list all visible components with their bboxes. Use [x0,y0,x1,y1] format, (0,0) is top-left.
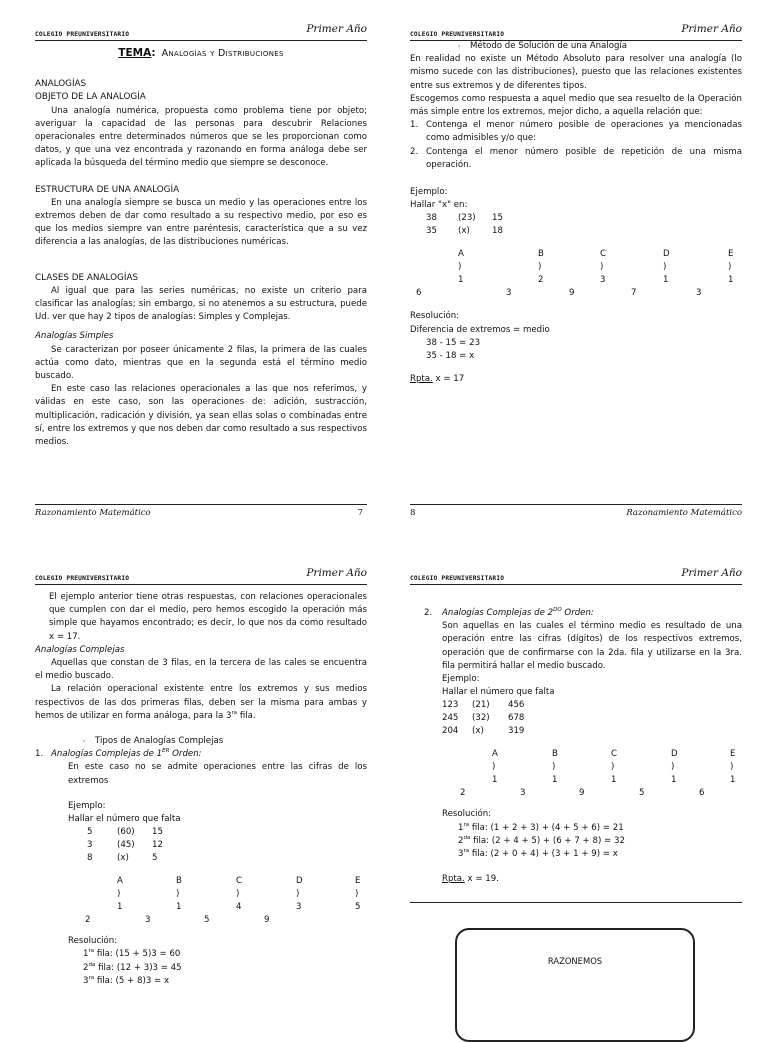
school-name: COLEGIO PREUNIVERSITARIO [410,31,505,38]
cell-value: 9 [569,288,575,299]
text-fragment: Contenga el menor número posible de operaciones ya mencionadas como admisibles y/o que: [426,120,742,144]
resolution-label: Resolución: [442,809,492,820]
text-fragment: 1. [410,120,419,131]
text-fragment: fila: (12 + 3)3 = 45 [95,962,182,973]
cell-value: 456 [508,700,525,711]
cell-value: 3 [696,288,702,299]
cell-value: 3 [600,275,606,286]
cell-value: ) [663,262,667,273]
cell-value: (45) [117,840,135,851]
analogy-row [410,712,742,725]
calc-line: 35 - 18 = x [426,351,475,362]
cell-value: 7 [631,288,637,299]
cell-value: 12 [152,840,163,851]
cell-value: 5 [87,827,93,838]
list-item [410,119,742,145]
cell-value: 4 [236,902,242,913]
heading-simples: Analogías Simples [35,331,114,342]
cell-value: ) [671,762,675,773]
cell-value: D [296,876,303,887]
text-fragment: fila: (15 + 5)3 = 60 [94,949,181,960]
cell-value: 3 [296,902,302,913]
text-fragment: La relación operacional existente entre los extremos y sus medios respectivos de las dos primeras filas, deben ser la misma para ambas y hemos de utilizar en forma análoga, para la 3 [35,684,367,721]
paragraph-objeto: Una analogía numérica, propuesta como problema tiene por objeto; averiguar la capacidad de las personas para descubrir Relaciones operacionales entre determinados números que se les proporcionan como datos, y que una vez encontrada y razonando en forma análoga debe ser aplicada la búsqueda del término medio que siempre se desconoce. [35,105,367,169]
text-fragment: Analogías Complejas de 2 [442,608,554,618]
text-fragment: x = 19. [467,874,499,885]
text-fragment: ra [463,848,470,855]
page-header [35,22,367,41]
text-fragment: fila: (2 + 4 + 5) + (6 + 7 + 8) = 32 [470,835,625,846]
cell-value: D [663,249,670,260]
cell-value: 1 [671,775,677,786]
analogy-row [410,225,742,238]
list-item [410,607,742,620]
cell-value: 9 [264,915,270,926]
example-prompt: Hallar "x" en: [410,200,468,211]
cell-value: ) [611,762,615,773]
text-fragment: 1 [83,949,89,960]
text-fragment: fila. [237,710,256,721]
option-values [410,287,742,300]
topic-name: Analogías y Distribuciones [161,48,284,59]
text-fragment: Rpta. [410,374,433,385]
cell-value: 1 [728,275,734,286]
calc-line [410,848,742,861]
divider [410,902,742,903]
calc-line [35,962,367,975]
text-fragment: Contenga el menor número posible de repetición de una misma operación. [426,146,742,170]
text-fragment: fila: (2 + 0 + 4) + (3 + 1 + 9) = x [469,849,618,860]
cell-value: ) [236,889,240,900]
cell-value: ) [600,262,604,273]
cell-value: (x) [117,853,129,864]
cell-value: (x) [472,726,484,737]
cell-value: (23) [458,213,476,224]
calc-line [410,822,742,835]
paragraph-metodo-2: Escogemos como respuesta a aquel medio que sea resuelto de la Operación más simple entre los extremos, mejor dicho, a aquella relación que: [410,93,742,118]
page-9 [35,566,367,1026]
option-letters [410,248,742,261]
text-fragment: ra [88,948,95,955]
grade-label: Primer Año [306,567,367,579]
page-number: 7 [357,508,363,518]
text-fragment: Método de Solución de una Analogía [470,41,628,51]
section-title-tipos [35,735,367,748]
box-title: RAZONEMOS [547,956,603,966]
text-fragment: ra [463,821,470,828]
cell-value: B [552,749,558,760]
text-fragment: Orden: [561,608,594,618]
option-values [410,787,742,800]
cell-value: (32) [472,713,490,724]
heading-clases: CLASES DE ANALOGÍAS [35,272,139,283]
cell-value: 5 [204,915,210,926]
cell-value: ) [296,889,300,900]
resolution-label: Resolución: [68,936,118,947]
cell-value: 9 [579,788,585,799]
text-fragment: 2. [424,608,433,618]
cell-value: 5 [639,788,645,799]
paragraph-estructura: En una analogía siempre se busca un medio y las operaciones entre los extremos deben de dar como resultado a su respectivo medio, por eso es que los medios siempre van entre paréntesis, característica que a su vez diferencia a las analogías, de las distribuciones numéricas. [35,197,367,248]
cell-value: 3 [520,788,526,799]
grade-label: Primer Año [306,23,367,35]
footer-book: Razonamiento Matemático [626,508,742,518]
calc-line [35,948,367,961]
text-fragment: Orden: [169,749,202,760]
topic-title [35,47,367,60]
cell-value: 1 [176,902,182,913]
cell-value: ) [728,262,732,273]
cell-value: 1 [458,275,464,286]
cell-value: ) [355,889,359,900]
resolution-label: Resolución: [410,311,460,322]
school-name: COLEGIO PREUNIVERSITARIO [35,575,130,582]
cell-value: 123 [442,700,459,711]
cell-value: 245 [442,713,459,724]
cell-value: 319 [508,726,525,737]
grade-label: Primer Año [681,23,742,35]
example-label: Ejemplo: [442,674,480,685]
option-ones [35,901,367,914]
heading-estructura: ESTRUCTURA DE UNA ANALOGÍA [35,184,180,195]
analogy-row [35,839,367,852]
list-item [35,748,367,761]
cell-value: 1 [611,775,617,786]
page-8 [410,22,742,518]
section-title-metodo [410,40,742,53]
calc-line: 38 - 15 = 23 [426,337,481,348]
cell-value: A [117,876,123,887]
text-fragment: 2. [410,146,419,157]
cell-value: ) [117,889,121,900]
footer-book: Razonamiento Matemático [35,508,151,518]
cell-value: 18 [492,226,503,237]
cell-value: 1 [663,275,669,286]
page-header [410,22,742,41]
cell-value: ) [176,889,180,900]
cell-value: C [600,249,607,260]
cell-value: ) [492,762,496,773]
text-fragment: Rpta. [442,874,465,885]
calc-line [410,835,742,848]
cell-value: 8 [87,853,93,864]
cell-value: 1 [552,775,558,786]
analogy-row [410,725,742,738]
answer [410,873,742,886]
razonemos-box [455,928,695,1042]
paragraph-metodo-1: En realidad no existe un Método Absoluto para resolver una analogía (lo mismo sucede con las distribuciones), puesto que las relaciones existentes entre sus extremos y de diferentes tipos. [410,54,742,91]
paragraph-complejas-1: Aquellas que constan de 3 filas, en la tercera de las cales se encuentra el medio buscado. [35,658,367,682]
text-fragment: da [463,834,471,841]
resolution-rule: Diferencia de extremos = medio [410,324,550,335]
page-header [35,566,367,585]
cell-value: (x) [458,226,470,237]
school-name: COLEGIO PREUNIVERSITARIO [35,31,130,38]
text-fragment: 3 [458,849,464,860]
cell-value: A [458,249,464,260]
cell-value: ) [458,262,462,273]
text-fragment: DO [553,607,562,614]
option-letters [410,748,742,761]
text-fragment: 1. [35,749,44,760]
text-fragment: Analogías Complejas de 1 [51,749,163,760]
example-prompt: Hallar el número que falta [68,814,181,825]
cell-value: B [176,876,182,887]
text-fragment: fila: (5 + 8)3 = x [94,975,170,986]
example-label: Ejemplo: [68,800,106,811]
cell-value: A [492,749,498,760]
paragraph-item2: Son aquellas en las cuales el término medio es resultado de una operación entre las cifras (dígitos) de los respectivos extremos, operación que de confirmarse con la 2da. fila y utilizarse en la 3ra. fila permitirá hallar el medio buscado. [442,621,742,671]
cell-value: 2 [538,275,544,286]
paragraph-clases: Al igual que para las series numéricas, no existe un criterio para clasificar las analogías; sin embargo, si no atenemos a su estructura, puede Ud. ver que hay 2 tipos de analogías: Simples y Complejas. [35,285,367,323]
text-fragment: 2 [458,835,464,846]
cell-value: D [671,749,678,760]
option-parens [410,261,742,274]
calc-line [35,975,367,988]
option-ones [410,774,742,787]
cell-value: ) [552,762,556,773]
option-ones [410,274,742,287]
cell-value: 678 [508,713,525,724]
cell-value: 3 [87,840,93,851]
cell-value: 3 [145,915,151,926]
cell-value: 2 [460,788,466,799]
paragraph-continuation: El ejemplo anterior tiene otras respuestas, con relaciones operacionales que cumplen con dar el medio, pero hemos escogido la operación más simple que hayamos encontrado; es decir, lo que nos da como resultado x = 17. [49,592,367,642]
cell-value: E [730,749,736,760]
option-parens [410,761,742,774]
text-fragment: Tipos de Analogías Complejas [95,736,224,747]
answer [410,373,742,386]
bullet-icon: › [83,738,86,746]
analogy-row [410,212,742,225]
grade-label: Primer Año [681,567,742,579]
heading-analogias: ANALOGÍAS [35,79,87,90]
page-footer [35,504,367,519]
bullet-icon: › [458,43,461,50]
cell-value: 5 [152,853,158,864]
text-fragment: da [88,961,96,968]
topic-label: TEMA [118,47,152,59]
cell-value: 2 [85,915,91,926]
text-fragment: 3 [83,975,89,986]
text-fragment: fila: (1 + 2 + 3) + (4 + 5 + 6) = 21 [469,822,624,833]
page-footer [410,504,742,519]
text-fragment: 1 [458,822,464,833]
analogy-row [410,699,742,712]
cell-value: 1 [492,775,498,786]
heading-complejas: Analogías Complejas [35,644,125,655]
school-name: COLEGIO PREUNIVERSITARIO [410,575,505,582]
option-letters [35,875,367,888]
cell-value: 15 [492,213,503,224]
cell-value: 6 [699,788,705,799]
cell-value: 1 [730,775,736,786]
cell-value: C [236,876,243,887]
heading-objeto: OBJETO DE LA ANALOGÍA [35,92,146,103]
option-values [35,914,367,927]
text-fragment: ER [162,748,170,755]
cell-value: 35 [426,226,437,237]
cell-value: 38 [426,213,437,224]
cell-value: 3 [506,288,512,299]
analogy-row [35,826,367,839]
text-fragment: ra [231,709,238,716]
page-header [410,566,742,585]
cell-value: (60) [117,827,135,838]
paragraph-simples-1: Se caracterizan por poseer únicamente 2 filas, la primera de las cuales actúa como dato, mientras que en la segunda está el término medio buscado. [35,344,367,382]
cell-value: 1 [117,902,123,913]
cell-value: E [728,249,734,260]
paragraph-simples-2: En este caso las relaciones operacionales a las que nos referimos, y válidas en este caso, son las operaciones de: adición, sustracción, multiplicación, radicación y división, ya sean ellas solas o combinadas entre sí, entre los extremos y que nos deben dar como resultado a sus respectivos medios. [35,384,367,448]
example-prompt: Hallar el número que falta [442,687,555,698]
text-fragment: : [151,47,156,59]
paragraph-item1: En este caso no se admite operaciones entre las cifras de los extremos [68,762,367,786]
text-fragment: x = 17 [435,374,465,385]
option-parens [35,888,367,901]
analogy-row [35,852,367,865]
cell-value: 204 [442,726,459,737]
text-fragment: ra [88,975,95,981]
text-fragment: 2 [83,962,89,973]
cell-value: ) [538,262,542,273]
list-item [410,146,742,172]
cell-value: 15 [152,827,163,838]
example-label: Ejemplo: [410,187,448,198]
cell-value: (21) [472,700,490,711]
cell-value: B [538,249,544,260]
page-number: 8 [410,508,416,518]
paragraph-complejas-2 [35,683,367,723]
cell-value: 5 [355,902,361,913]
cell-value: 6 [416,288,422,299]
cell-value: C [611,749,618,760]
cell-value: ) [730,762,734,773]
cell-value: E [355,876,361,887]
page-7 [35,22,367,518]
